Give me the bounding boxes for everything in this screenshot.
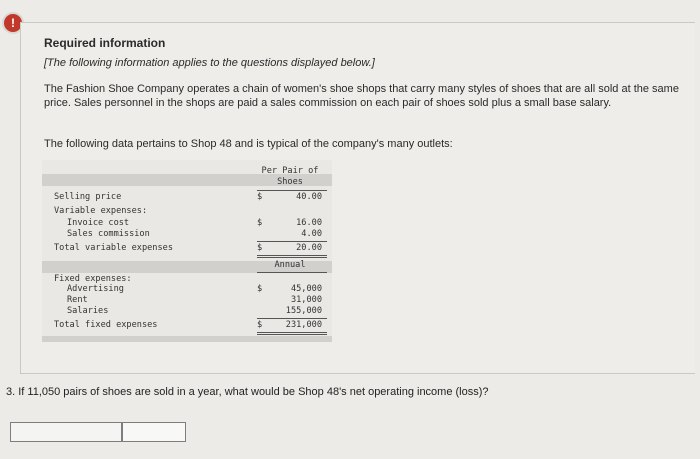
selling-price-value: 40.00: [296, 192, 322, 202]
intro-paragraph: The Fashion Shoe Company operates a chain of women's shoe shops that carry many styles of shoes that are all sold at the same price. Sales personnel in the shops are paid a sales commission on each pair of shoes sold plus a small base salary.: [44, 83, 679, 109]
total-variable-value: 20.00: [296, 243, 322, 253]
total-variable-label: Total variable expenses: [54, 243, 173, 253]
total-fixed-value: 231,000: [285, 320, 322, 330]
table-row: [42, 206, 332, 218]
currency-symbol: $: [257, 320, 263, 330]
table-row: [42, 192, 332, 204]
currency-symbol: $: [257, 284, 263, 294]
table-row: [42, 306, 332, 318]
rent-label: Rent: [67, 295, 88, 305]
fixed-expenses-header: Fixed expenses:: [54, 274, 132, 284]
advertising-label: Advertising: [67, 284, 124, 294]
data-intro-text: The following data pertains to Shop 48 and is typical of the company's many outlets:: [44, 138, 453, 150]
total-fixed-label: Total fixed expenses: [54, 320, 158, 330]
table-row: [42, 243, 332, 255]
fixed-total-double-rule: [257, 334, 327, 335]
net-operating-income-input[interactable]: [122, 422, 186, 442]
answer-row: [10, 422, 186, 442]
total-double-rule: [257, 257, 327, 258]
sales-commission-label: Sales commission: [67, 229, 150, 239]
currency-symbol: $: [257, 192, 263, 202]
annual-header: Annual: [274, 260, 306, 270]
salaries-value: 155,000: [285, 306, 322, 316]
question-text: 3. If 11,050 pairs of shoes are sold in a year, what would be Shop 48's net operating income (loss)?: [6, 386, 489, 398]
table-band-bottom: [42, 336, 332, 342]
required-info-subtitle: [The following information applies to the questions displayed below.]: [44, 57, 375, 69]
sales-commission-value: 4.00: [301, 229, 322, 239]
per-pair-header-line1: Per Pair of: [261, 166, 319, 176]
rent-value: 31,000: [290, 295, 322, 305]
currency-symbol: $: [257, 243, 263, 253]
fixed-subtotal-rule: [257, 318, 327, 319]
per-pair-header-line2: Shoes: [277, 177, 303, 187]
required-info-title: Required information: [44, 36, 166, 50]
selling-price-label: Selling price: [54, 192, 122, 202]
variable-expenses-header: Variable expenses:: [54, 206, 148, 216]
fixed-total-rule: [257, 332, 327, 333]
table-row: [42, 229, 332, 241]
alert-icon: !: [4, 14, 22, 32]
invoice-cost-label: Invoice cost: [67, 218, 130, 228]
total-rule: [257, 255, 327, 256]
annual-rule: [257, 272, 327, 273]
salaries-label: Salaries: [67, 306, 109, 316]
per-pair-rule: [257, 190, 327, 191]
table-row: [42, 320, 332, 332]
advertising-value: 45,000: [290, 284, 322, 294]
currency-symbol: $: [257, 218, 263, 228]
shop-data-table: [42, 160, 332, 342]
answer-label-cell[interactable]: [10, 422, 122, 442]
subtotal-rule: [257, 241, 327, 242]
per-pair-header: [254, 166, 326, 188]
invoice-cost-value: 16.00: [296, 218, 322, 228]
